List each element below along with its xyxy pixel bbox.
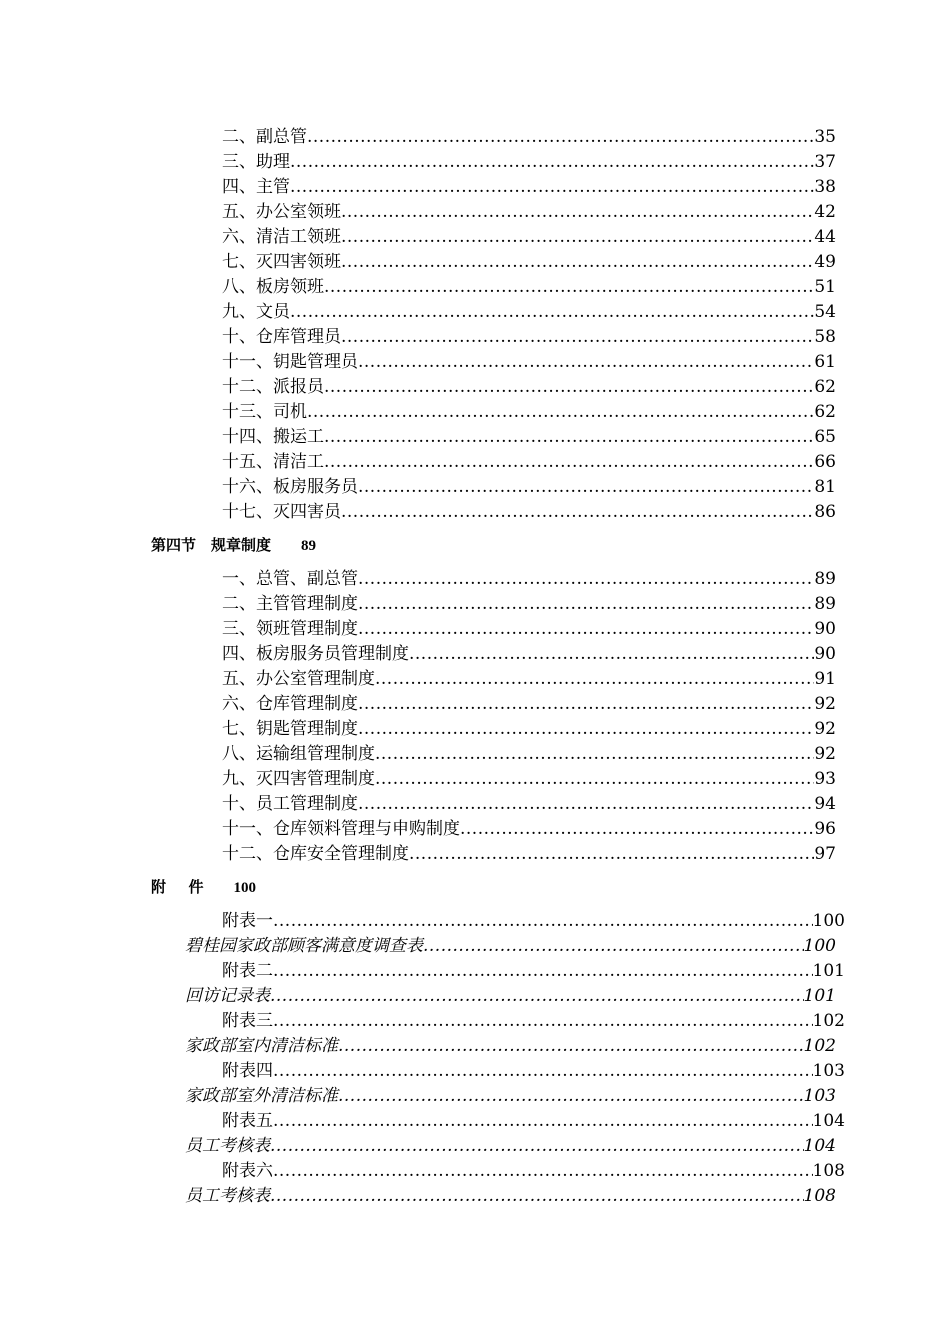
- toc-entry-label: 四、板房服务员管理制度: [222, 644, 409, 664]
- toc-page-number: 104: [803, 1136, 836, 1156]
- toc-entry-label: 十一、仓库领料管理与申购制度: [222, 819, 460, 839]
- toc-entry[interactable]: [0, 792, 836, 817]
- toc-entry-label: 八、运输组管理制度: [222, 744, 375, 764]
- dot-leader: [307, 400, 814, 425]
- toc-entry-label: 十五、清洁工: [222, 452, 324, 472]
- toc-entry[interactable]: [0, 692, 836, 717]
- dot-leader: [290, 175, 814, 200]
- dot-leader: [409, 842, 814, 867]
- toc-entry-label: 附表三: [222, 1011, 273, 1031]
- dot-leader: [375, 767, 814, 792]
- toc-entry-label: 十四、搬运工: [222, 427, 324, 447]
- toc-entry[interactable]: [0, 1059, 845, 1084]
- toc-page-number: 97: [814, 844, 836, 864]
- appendix-heading[interactable]: 附 件 100: [151, 880, 257, 896]
- toc-entry[interactable]: [0, 325, 836, 350]
- toc-entry-label: 七、钥匙管理制度: [222, 719, 358, 739]
- toc-page-number: 51: [814, 277, 836, 297]
- toc-page-number: 66: [814, 452, 836, 472]
- toc-entry[interactable]: [0, 842, 836, 867]
- toc-page-number: 44: [814, 227, 836, 247]
- toc-entry[interactable]: [0, 617, 836, 642]
- dot-leader: [290, 300, 814, 325]
- toc-entry-label: 十一、钥匙管理员: [222, 352, 358, 372]
- section-heading[interactable]: 第四节 规章制度 89: [151, 538, 317, 554]
- toc-page-number: 42: [814, 202, 836, 222]
- dot-leader: [324, 375, 814, 400]
- toc-page-number: 103: [803, 1086, 836, 1106]
- toc-page-number: 62: [814, 377, 836, 397]
- toc-entry[interactable]: [0, 400, 836, 425]
- dot-leader: [358, 475, 814, 500]
- dot-leader: [324, 275, 814, 300]
- toc-entry-label: 回访记录表: [185, 986, 270, 1006]
- toc-entry-label: 十、仓库管理员: [222, 327, 341, 347]
- toc-entry[interactable]: [0, 375, 836, 400]
- toc-entry[interactable]: [0, 984, 836, 1009]
- toc-page-number: 94: [814, 794, 836, 814]
- toc-entry[interactable]: [0, 934, 836, 959]
- toc-page-number: 100: [812, 911, 845, 931]
- toc-entry[interactable]: [0, 817, 836, 842]
- toc-entry-label: 一、总管、副总管: [222, 569, 358, 589]
- dot-leader: [273, 1159, 813, 1184]
- toc-entry[interactable]: [0, 1084, 836, 1109]
- toc-entry-label: 附表五: [222, 1111, 273, 1131]
- toc-page-number: 102: [812, 1011, 845, 1031]
- toc-page-number: 38: [814, 177, 836, 197]
- dot-leader: [423, 934, 804, 959]
- toc-page-number: 89: [814, 569, 836, 589]
- dot-leader: [290, 150, 814, 175]
- dot-leader: [338, 1084, 804, 1109]
- dot-leader: [324, 450, 814, 475]
- dot-leader: [273, 909, 813, 934]
- toc-entry[interactable]: [0, 225, 836, 250]
- dot-leader: [273, 1009, 813, 1034]
- toc-entry[interactable]: [0, 742, 836, 767]
- dot-leader: [358, 567, 814, 592]
- toc-page-number: 35: [814, 127, 836, 147]
- toc-entry[interactable]: [0, 1134, 836, 1159]
- toc-entry-label: 四、主管: [222, 177, 290, 197]
- toc-entry[interactable]: [0, 250, 836, 275]
- toc-page-number: 92: [814, 719, 836, 739]
- toc-entry-label: 三、领班管理制度: [222, 619, 358, 639]
- toc-entry[interactable]: [0, 1109, 845, 1134]
- toc-entry-label: 八、板房领班: [222, 277, 324, 297]
- dot-leader: [270, 1184, 804, 1209]
- dot-leader: [324, 425, 814, 450]
- toc-entry[interactable]: [0, 1184, 836, 1209]
- table-of-contents: [0, 125, 950, 1209]
- toc-entry-label: 附表二: [222, 961, 273, 981]
- toc-entry[interactable]: [0, 567, 836, 592]
- toc-entry-label: 十二、仓库安全管理制度: [222, 844, 409, 864]
- toc-entry[interactable]: [0, 1009, 845, 1034]
- toc-entry[interactable]: [0, 1159, 845, 1184]
- toc-entry[interactable]: [0, 275, 836, 300]
- toc-entry-label: 家政部室外清洁标准: [185, 1086, 338, 1106]
- toc-entry-label: 二、主管管理制度: [222, 594, 358, 614]
- toc-page-number: 92: [814, 744, 836, 764]
- toc-page-number: 102: [803, 1036, 836, 1056]
- dot-leader: [341, 500, 814, 525]
- toc-entry[interactable]: [0, 300, 836, 325]
- toc-page-number: 90: [814, 644, 836, 664]
- dot-leader: [358, 792, 814, 817]
- dot-leader: [358, 350, 814, 375]
- dot-leader: [358, 617, 814, 642]
- toc-entry-label: 五、办公室管理制度: [222, 669, 375, 689]
- dot-leader: [358, 592, 814, 617]
- toc-entry-label: 家政部室内清洁标准: [185, 1036, 338, 1056]
- toc-entry[interactable]: [0, 150, 836, 175]
- toc-entry[interactable]: [0, 175, 836, 200]
- toc-entry-label: 附表四: [222, 1061, 273, 1081]
- toc-entry[interactable]: [0, 909, 845, 934]
- toc-entry[interactable]: [0, 350, 836, 375]
- toc-entry[interactable]: [0, 767, 836, 792]
- toc-page-number: 108: [803, 1186, 836, 1206]
- toc-entry[interactable]: [0, 475, 836, 500]
- toc-entry-label: 九、灭四害管理制度: [222, 769, 375, 789]
- toc-entry-label: 员工考核表: [185, 1136, 270, 1156]
- dot-leader: [460, 817, 814, 842]
- toc-page-number: 108: [812, 1161, 845, 1181]
- dot-leader: [341, 250, 814, 275]
- dot-leader: [358, 692, 814, 717]
- toc-entry-label: 十七、灭四害员: [222, 502, 341, 522]
- dot-leader: [307, 125, 814, 150]
- toc-page-number: 65: [814, 427, 836, 447]
- toc-entry-label: 碧桂园家政部顾客满意度调查表: [185, 936, 423, 956]
- toc-entry-label: 七、灭四害领班: [222, 252, 341, 272]
- toc-page-number: 91: [814, 669, 836, 689]
- toc-page-number: 61: [814, 352, 836, 372]
- toc-entry-label: 附表一: [222, 911, 273, 931]
- toc-page-number: 101: [812, 961, 845, 981]
- toc-entry-label: 二、副总管: [222, 127, 307, 147]
- toc-page-number: 86: [814, 502, 836, 522]
- toc-page-number: 89: [814, 594, 836, 614]
- toc-entry-label: 六、清洁工领班: [222, 227, 341, 247]
- toc-entry[interactable]: [0, 959, 845, 984]
- dot-leader: [375, 742, 814, 767]
- toc-page-number: 101: [803, 986, 836, 1006]
- dot-leader: [341, 225, 814, 250]
- dot-leader: [273, 1109, 813, 1134]
- toc-entry[interactable]: [0, 1034, 836, 1059]
- dot-leader: [358, 717, 814, 742]
- toc-entry-label: 附表六: [222, 1161, 273, 1181]
- dot-leader: [270, 984, 804, 1009]
- toc-entry-label: 九、文员: [222, 302, 290, 322]
- toc-entry-label: 五、办公室领班: [222, 202, 341, 222]
- dot-leader: [273, 1059, 813, 1084]
- toc-page-number: 103: [812, 1061, 845, 1081]
- dot-leader: [338, 1034, 804, 1059]
- toc-entry[interactable]: [0, 125, 836, 150]
- dot-leader: [270, 1134, 804, 1159]
- toc-entry[interactable]: [0, 592, 836, 617]
- toc-page-number: 93: [814, 769, 836, 789]
- toc-page-number: 49: [814, 252, 836, 272]
- toc-entry[interactable]: [0, 642, 836, 667]
- toc-entry-label: 三、助理: [222, 152, 290, 172]
- toc-entry-label: 十三、司机: [222, 402, 307, 422]
- toc-entry[interactable]: [0, 200, 836, 225]
- toc-page-number: 58: [814, 327, 836, 347]
- toc-entry-label: 六、仓库管理制度: [222, 694, 358, 714]
- dot-leader: [273, 959, 813, 984]
- toc-entry-label: 十、员工管理制度: [222, 794, 358, 814]
- toc-page-number: 54: [814, 302, 836, 322]
- toc-entry[interactable]: [0, 667, 836, 692]
- toc-entry-label: 十二、派报员: [222, 377, 324, 397]
- toc-page-number: 104: [812, 1111, 845, 1131]
- toc-page-number: 62: [814, 402, 836, 422]
- toc-entry[interactable]: [0, 450, 836, 475]
- dot-leader: [341, 325, 814, 350]
- dot-leader: [375, 667, 814, 692]
- toc-page-number: 90: [814, 619, 836, 639]
- toc-page-number: 100: [803, 936, 836, 956]
- toc-page-number: 37: [814, 152, 836, 172]
- toc-page-number: 92: [814, 694, 836, 714]
- dot-leader: [341, 200, 814, 225]
- toc-page-number: 81: [814, 477, 836, 497]
- toc-entry-label: 员工考核表: [185, 1186, 270, 1206]
- dot-leader: [409, 642, 814, 667]
- toc-entry[interactable]: [0, 500, 836, 525]
- toc-page-number: 96: [814, 819, 836, 839]
- toc-entry-label: 十六、板房服务员: [222, 477, 358, 497]
- toc-entry[interactable]: [0, 425, 836, 450]
- toc-entry[interactable]: [0, 717, 836, 742]
